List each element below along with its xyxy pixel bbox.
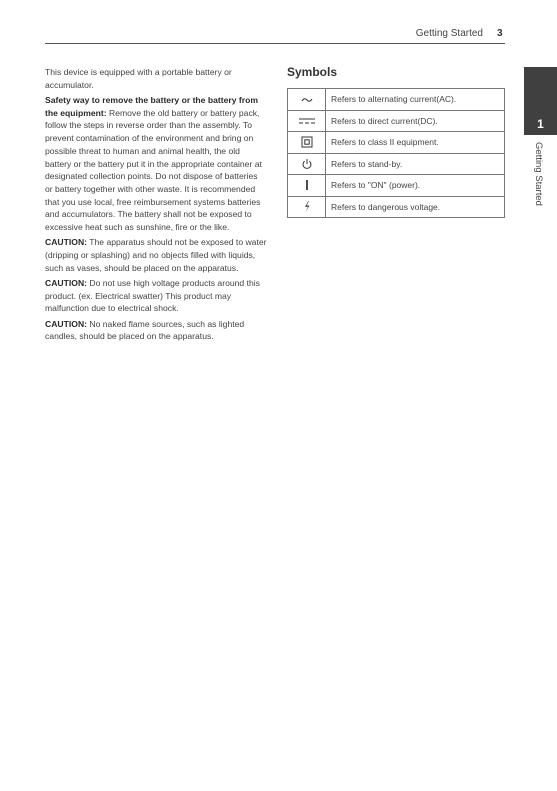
symbol-description: Refers to alternating current(AC). bbox=[326, 89, 505, 111]
chapter-number: 1 bbox=[537, 117, 544, 131]
caution-text: No naked flame sources, such as lighted candles, should be placed on the apparatus. bbox=[45, 318, 245, 342]
caution-label: CAUTION: bbox=[45, 278, 88, 289]
symbol-row bbox=[288, 110, 505, 132]
symbol-row bbox=[288, 196, 505, 218]
symbol-description: Refers to direct current(DC). bbox=[326, 110, 505, 132]
symbol-cell bbox=[288, 153, 326, 175]
symbol-cell bbox=[288, 89, 326, 111]
caution-label: CAUTION: bbox=[45, 237, 88, 248]
symbols-title: Symbols bbox=[287, 65, 338, 79]
battery-safety-heading: Safety way to remove the battery or the battery from the equipment: bbox=[45, 95, 258, 118]
caution-text: The apparatus should not be exposed to water (dripping or splashing) and no objects filled with liquids, such as vases, should be placed on the apparatus. bbox=[45, 237, 267, 273]
symbol-description: Refers to stand-by. bbox=[326, 153, 505, 175]
caution-paragraph bbox=[45, 236, 267, 274]
symbol-cell bbox=[288, 132, 326, 154]
chapter-tab bbox=[524, 67, 557, 135]
dangerous-voltage-icon bbox=[302, 200, 312, 213]
battery-safety-body: Remove the old battery or battery pack, follow the steps in reverse order than the assembly. To prevent contamination of the environment and bring on possible threat to human and animal health, the old battery or the battery put it in the appropriate container at designated collection points. Do not dispose of batteries or battery together with other waste. It is recommended that you use local, free reimbursement systems batteries and accumulators. The battery shall not be exposed to excessive heat such as sunshine, fire or the like. bbox=[45, 107, 262, 233]
symbol-row bbox=[288, 175, 505, 197]
symbol-row bbox=[288, 132, 505, 154]
left-column bbox=[45, 66, 267, 346]
symbol-description: Refers to dangerous voltage. bbox=[326, 196, 505, 218]
class-ii-equipment-icon bbox=[301, 136, 313, 148]
caution-paragraph bbox=[45, 277, 267, 315]
standby-icon bbox=[301, 158, 313, 170]
alternating-current-icon bbox=[300, 95, 314, 105]
page-number: 3 bbox=[497, 28, 503, 39]
symbol-cell bbox=[288, 110, 326, 132]
direct-current-icon bbox=[298, 116, 316, 126]
caution-label: CAUTION: bbox=[45, 318, 88, 329]
symbol-description: Refers to class II equipment. bbox=[326, 132, 505, 154]
caution-paragraph bbox=[45, 318, 267, 343]
symbol-description: Refers to "ON" (power). bbox=[326, 175, 505, 197]
caution-text: Do not use high voltage products around this product. (ex. Electrical swatter) This product may malfunction due to electrical shock. bbox=[45, 278, 260, 314]
power-on-icon bbox=[304, 179, 310, 191]
header-rule bbox=[45, 43, 505, 44]
symbol-row bbox=[288, 89, 505, 111]
symbols-table bbox=[287, 88, 505, 218]
symbol-cell bbox=[288, 175, 326, 197]
symbol-cell bbox=[288, 196, 326, 218]
chapter-label: Getting Started bbox=[533, 142, 544, 206]
battery-safety-paragraph bbox=[45, 94, 267, 234]
header-title: Getting Started bbox=[415, 28, 483, 39]
battery-intro: This device is equipped with a portable battery or accumulator. bbox=[45, 67, 232, 90]
symbol-row bbox=[288, 153, 505, 175]
